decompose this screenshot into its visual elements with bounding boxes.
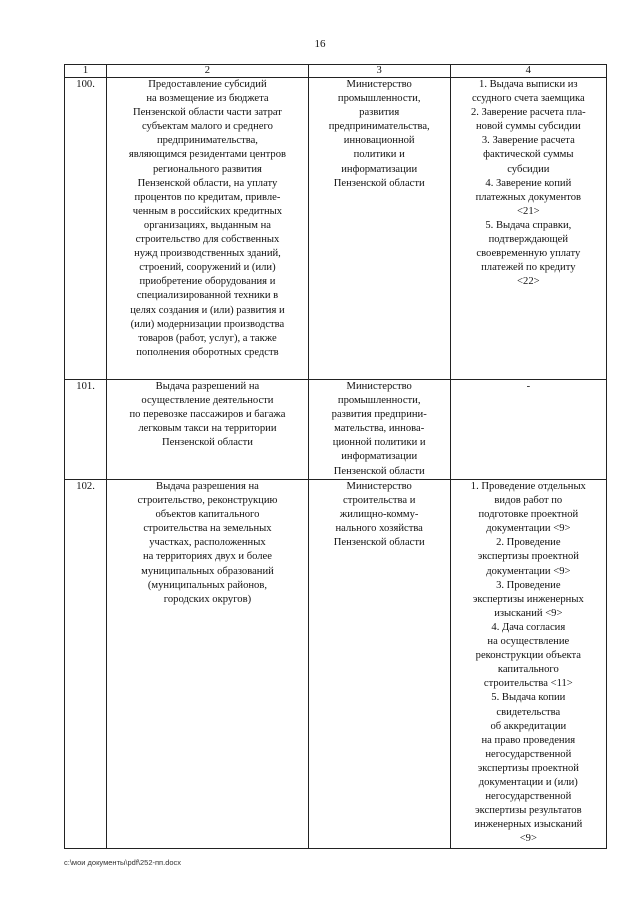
cell-text-line: экспертизы проектной [477, 551, 579, 563]
column-header-2: 2 [107, 65, 309, 78]
cell-text-line: на осуществление [487, 636, 570, 648]
cell-text-line: Пензенской области, на уплату [137, 177, 278, 189]
cell-text-line: по перевозке пассажиров и багажа [129, 409, 286, 421]
column-header-4: 4 [450, 65, 606, 78]
cell-text-line: городских округов) [163, 593, 252, 605]
cell-text-line: изысканий <9> [494, 607, 563, 619]
ministry-cell [308, 380, 450, 480]
cell-text-line: 1. Проведение отдельных [470, 481, 586, 492]
cell-text-line: строительство для собственных [135, 234, 280, 246]
column-header-3: 3 [308, 65, 450, 78]
cell-text-line: объектов капитального [155, 509, 260, 521]
documents-cell [450, 480, 606, 849]
cell-text-line: Министерство [346, 79, 412, 90]
cell-text-line: - [526, 381, 531, 392]
cell-text-line: Пензенской области [333, 177, 425, 189]
service-name-cell [107, 380, 309, 480]
cell-text-line: 5. Выдача справки, [485, 219, 572, 231]
cell-text-line: строительства <11> [483, 678, 573, 690]
table-row [65, 480, 607, 849]
cell-text-line: инновационной [343, 135, 415, 147]
cell-text-line: нужд производственных зданий, [134, 248, 281, 260]
documents-cell [450, 78, 606, 380]
cell-text-line: субъектам малого и среднего [141, 121, 273, 133]
cell-text-line: политики и [353, 149, 405, 161]
cell-text-line: являющимся резидентами центров [128, 149, 287, 161]
cell-text-line: инженерных изысканий [474, 819, 583, 831]
cell-text-line: своевременную уплату [476, 248, 581, 260]
cell-text-line: строений, сооружений и (или) [139, 262, 276, 274]
cell-text-line: приобретение оборудования и [139, 276, 276, 288]
cell-text-line: промышленности, [337, 93, 421, 105]
cell-text-line: реконструкции объекта [475, 650, 582, 662]
cell-text-line: Пензенской области [333, 465, 425, 477]
cell-text-line: пополнения оборотных средств [136, 346, 279, 358]
cell-text-line: на территориях двух и более [142, 551, 272, 563]
cell-text-line: целях создания и (или) развития и [130, 304, 285, 316]
cell-text-line: 3. Проведение [496, 579, 561, 591]
cell-text-line: Выдача разрешений на [155, 381, 260, 392]
cell-text-line: 4. Дача согласия [491, 621, 566, 633]
cell-text-line: на возмещение из бюджета [146, 93, 269, 105]
cell-text-line: негосударственной [485, 748, 572, 760]
services-table [64, 64, 607, 849]
cell-text-line: <9> [519, 833, 537, 845]
cell-text-line: видов работ по [494, 495, 563, 507]
cell-text-line: капитального [497, 664, 559, 676]
cell-text-line: легковым такси на территории [138, 423, 277, 435]
ministry-cell [308, 78, 450, 380]
cell-text-line: Предоставление субсидий [148, 79, 267, 90]
cell-text-line: регионального развития [152, 163, 262, 175]
cell-text-line: мательства, иннова- [334, 423, 425, 435]
cell-text-line: Пензенской области [161, 437, 253, 449]
service-name-cell [107, 480, 309, 849]
cell-text-line: Министерство [346, 481, 412, 492]
cell-text-line: Министерство [346, 381, 412, 392]
cell-text-line: муниципальных образований [141, 565, 274, 577]
page-number: 16 [314, 38, 326, 50]
cell-text-line: экспертизы результатов [475, 805, 582, 817]
cell-text-line: (муниципальных районов, [147, 579, 267, 591]
cell-text-line: участках, расположенных [149, 537, 266, 549]
table-header-row [65, 65, 607, 78]
row-number: 101. [65, 380, 107, 480]
cell-text-line: 3. Заверение расчета [481, 135, 575, 147]
cell-text-line: специализированной техники в [136, 290, 279, 302]
cell-text-line: Пензенской области [333, 537, 425, 549]
cell-text-line: предпринимательства, [328, 121, 430, 133]
cell-text-line: процентов по кредитам, привле- [134, 191, 281, 203]
cell-text-line: осуществление деятельности [141, 395, 274, 407]
cell-text-line: предпринимательства, [156, 135, 258, 147]
cell-text-line: фактической суммы [483, 149, 574, 161]
cell-text-line: строительства на земельных [143, 523, 272, 535]
cell-text-line: новой суммы субсидии [476, 121, 581, 133]
cell-text-line: 2. Заверение расчета пла- [470, 107, 586, 119]
cell-text-line: экспертизы инженерных [472, 593, 584, 605]
cell-text-line: ционной политики и [332, 437, 426, 449]
cell-text-line: подтверждающей [488, 234, 569, 246]
cell-text-line: негосударственной [485, 791, 572, 803]
column-header-1: 1 [65, 65, 107, 78]
cell-text-line: ссудного счета заемщика [471, 93, 585, 105]
cell-text-line: документации и (или) [478, 776, 578, 788]
cell-text-line: Выдача разрешения на [156, 481, 259, 492]
cell-text-line: документации <9> [486, 565, 571, 577]
cell-text-line: 5. Выдача копии [491, 692, 566, 704]
cell-text-line: документации <9> [486, 523, 571, 535]
cell-text-line: развития предприни- [331, 409, 427, 421]
cell-text-line: нального хозяйства [335, 523, 423, 535]
cell-text-line: 1. Выдача выписки из [479, 79, 578, 90]
cell-text-line: информатизации [341, 451, 418, 463]
cell-text-line: на право проведения [481, 734, 576, 746]
row-number: 102. [65, 480, 107, 849]
file-path-footer: c:\мои документы\pdf\252-пп.docx [64, 858, 182, 867]
cell-text-line: информатизации [341, 163, 418, 175]
cell-text-line: строительство, реконструкцию [137, 495, 278, 507]
cell-text-line: 2. Проведение [496, 537, 561, 549]
cell-text-line: Пензенской области части затрат [132, 107, 282, 119]
cell-text-line: платежей по кредиту [481, 262, 576, 274]
cell-text-line: строительства и [343, 495, 416, 507]
table-row [65, 78, 607, 380]
cell-text-line: подготовке проектной [478, 509, 579, 521]
cell-text-line: организациях, выданным на [143, 219, 271, 231]
cell-text-line: экспертизы проектной [477, 762, 579, 774]
cell-text-line: 4. Заверение копий [485, 177, 572, 189]
cell-text-line: жилищно-комму- [339, 509, 419, 521]
service-name-cell [107, 78, 309, 380]
cell-text-line: <21> [517, 205, 540, 217]
cell-text-line: товаров (работ, услуг), а также [138, 332, 277, 344]
cell-text-line: развития [359, 107, 400, 119]
cell-text-line: субсидии [507, 163, 550, 175]
cell-text-line: <22> [517, 276, 540, 288]
table-row [65, 380, 607, 480]
cell-text-line: (или) модернизации производства [130, 318, 285, 330]
cell-text-line: об аккредитации [490, 720, 567, 732]
row-number: 100. [65, 78, 107, 380]
cell-text-line: промышленности, [337, 395, 421, 407]
cell-text-line: ченным в российских кредитных [132, 205, 283, 217]
cell-text-line: платежных документов [475, 191, 582, 203]
documents-cell [450, 380, 606, 480]
cell-text-line: свидетельства [496, 706, 561, 718]
ministry-cell [308, 480, 450, 849]
